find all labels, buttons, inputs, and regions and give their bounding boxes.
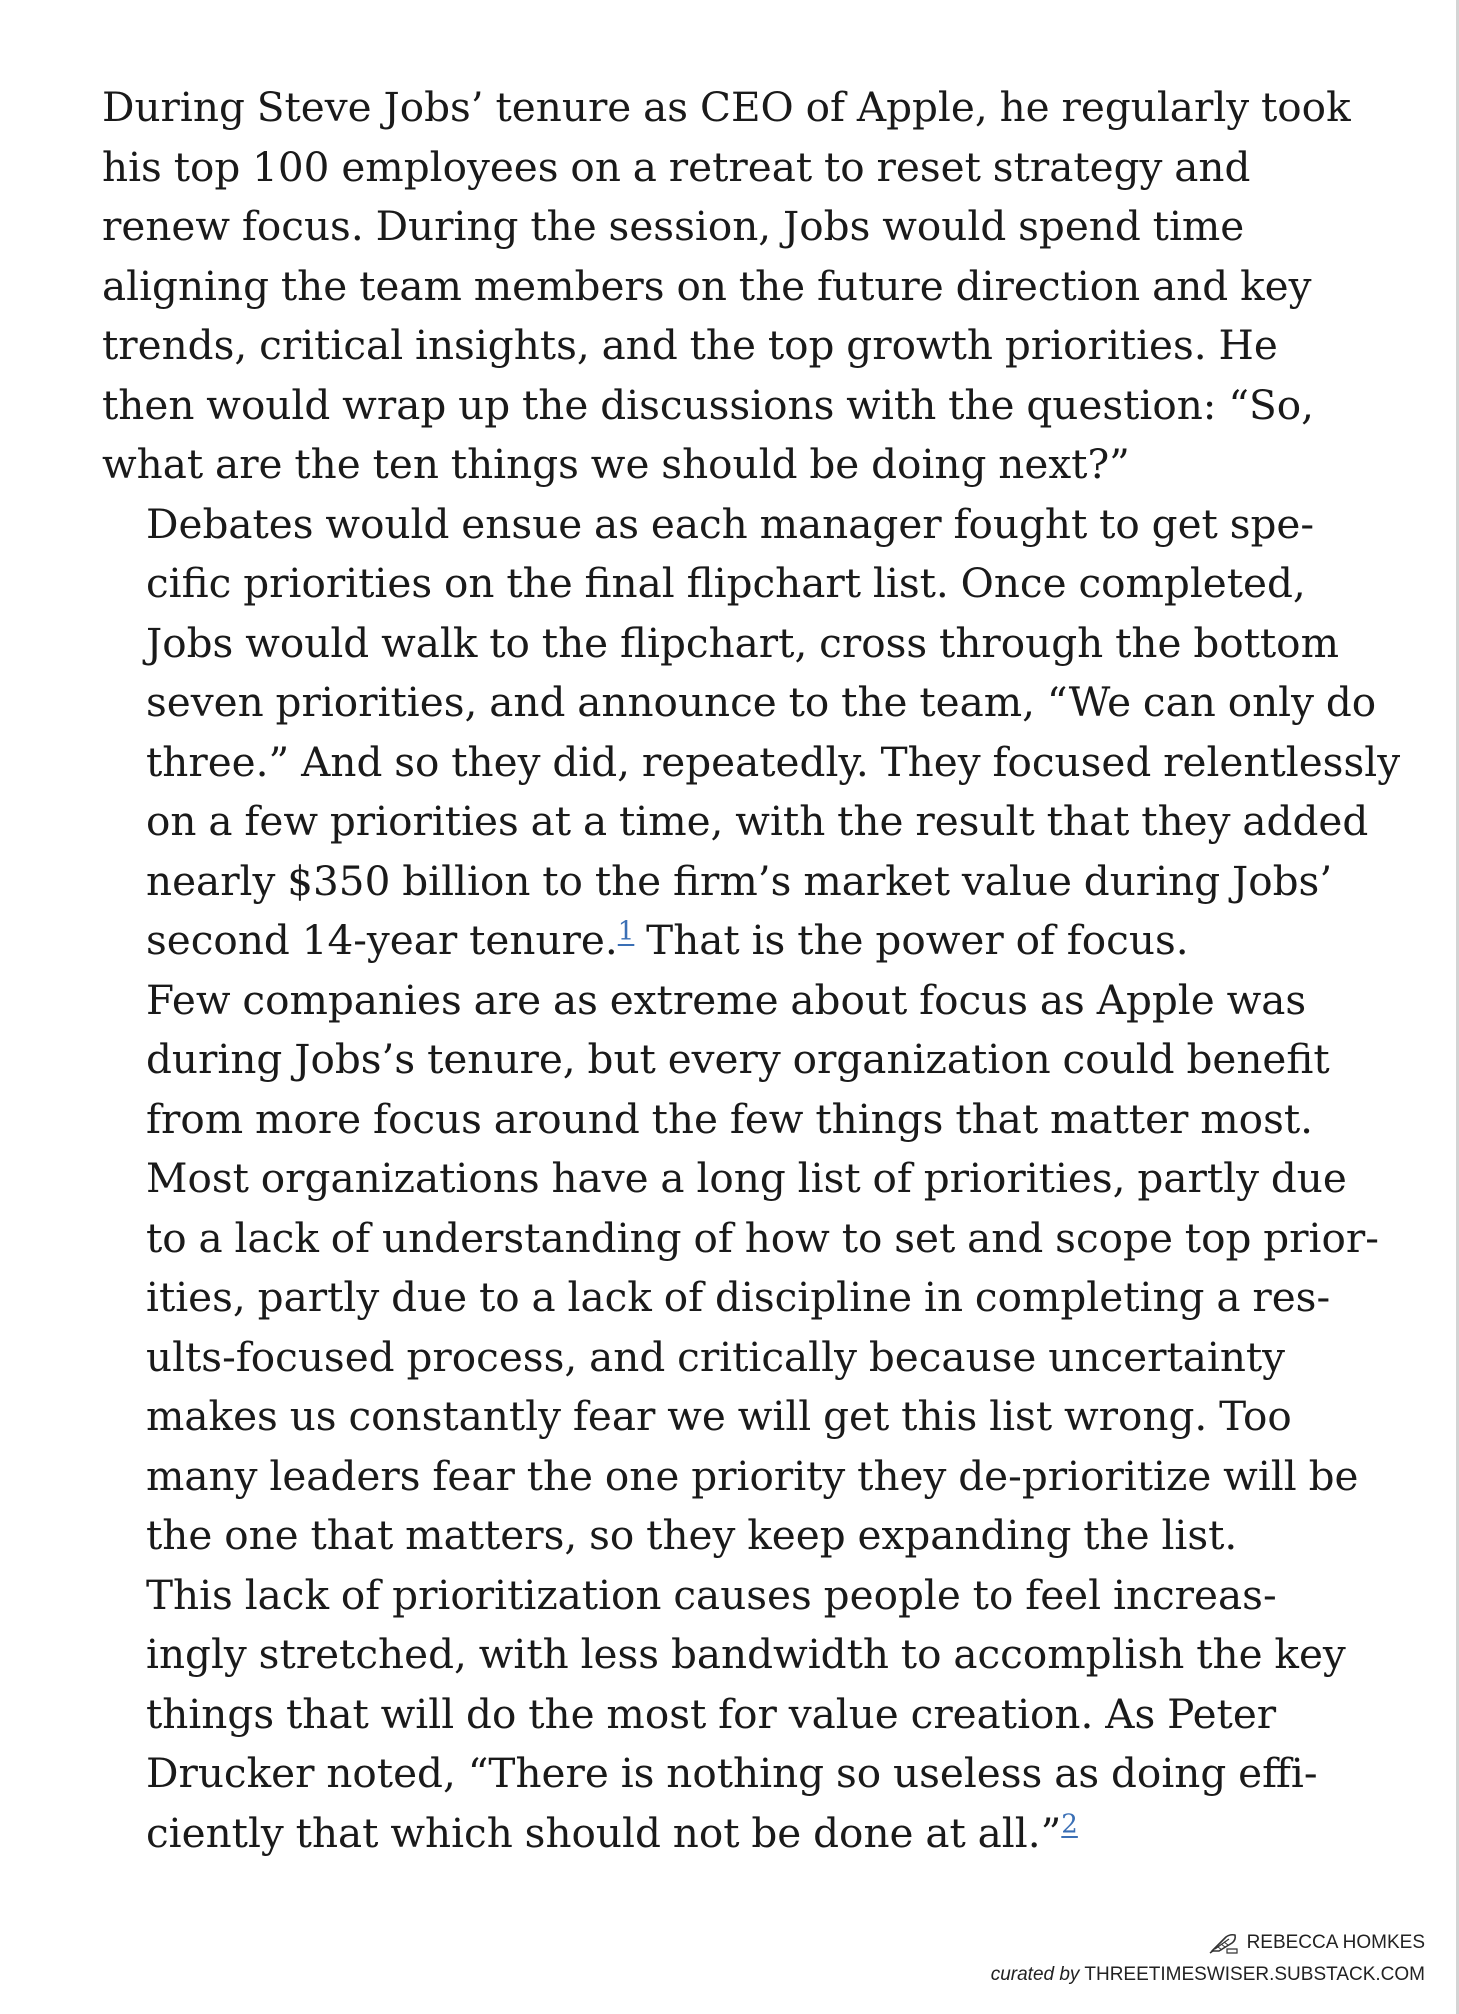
author-name: REBECCA HOMKES xyxy=(1246,1932,1425,1953)
text-line: Drucker noted, “There is nothing so useless as doing effi- xyxy=(146,1749,1318,1797)
text-line: makes us constantly fear we will get this list wrong. Too xyxy=(146,1392,1292,1440)
paragraph-4 xyxy=(102,1566,1372,1864)
text-line: ingly stretched, with less bandwidth to accomplish the key xyxy=(146,1630,1346,1678)
text-line: three.” And so they did, repeatedly. They focused relentlessly xyxy=(146,737,1401,786)
text-line: During Steve Jobs’ tenure as CEO of Apple, he regularly took xyxy=(102,83,1351,131)
text-line-with-footnote xyxy=(102,1804,1372,1864)
text-line: Few companies are as extreme about focus as Apple was xyxy=(146,975,1307,1024)
text-line: Most organizations have a long list of priorities, partly due xyxy=(146,1154,1347,1202)
book-page-text xyxy=(102,78,1401,1863)
text-line: his top 100 employees on a retreat to reset strategy and xyxy=(102,142,1251,191)
text-line: what are the ten things we should be doing next?” xyxy=(102,440,1130,488)
text-line: during Jobs’s tenure, but every organization could benefit xyxy=(146,1035,1330,1083)
paragraph-3 xyxy=(102,971,1379,1566)
text-line: cific priorities on the final flipchart list. Once completed, xyxy=(146,559,1306,607)
curated-by-label: curated by xyxy=(990,1964,1080,1985)
text-line: things that will do the most for value creation. As Peter xyxy=(146,1689,1277,1738)
text-line: the one that matters, so they keep expanding the list. xyxy=(146,1511,1238,1559)
curator-credit xyxy=(991,1964,1425,1992)
author-credit xyxy=(991,1928,1425,1958)
credits-block xyxy=(991,1928,1425,1992)
text-line: Debates would ensue as each manager fought to get spe- xyxy=(146,499,1315,548)
text-line: This lack of prioritization causes people to feel increas- xyxy=(146,1570,1277,1619)
text-line: then would wrap up the discussions with the question: “So, xyxy=(102,380,1315,429)
text-line: renew focus. During the session, Jobs would spend time xyxy=(102,202,1245,250)
text-line: aligning the team members on the future direction and key xyxy=(102,261,1312,310)
paragraph-2 xyxy=(102,495,1401,971)
text-line: nearly $350 billion to the firm’s market value during Jobs’ xyxy=(146,856,1333,905)
text-line: to a lack of understanding of how to set and scope top prior- xyxy=(146,1213,1379,1262)
footnote-link-2[interactable]: 2 xyxy=(1061,1809,1078,1839)
text-line: from more focus around the few things that matter most. xyxy=(146,1094,1314,1143)
text-line: Jobs would walk to the flipchart, cross through the bottom xyxy=(146,618,1339,667)
text-line: seven priorities, and announce to the team, “We can only do xyxy=(146,678,1377,726)
quill-pen-icon xyxy=(1209,1932,1239,1954)
text-line: ities, partly due to a lack of discipline in completing a res- xyxy=(146,1273,1331,1321)
text-line: ults-focused process, and critically because uncertainty xyxy=(146,1332,1286,1381)
footnote-line-text-before: ciently that which should not be done at all.” xyxy=(146,1808,1062,1857)
text-line: many leaders fear the one priority they de-prioritize will be xyxy=(146,1451,1359,1500)
text-line: on a few priorities at a time, with the result that they added xyxy=(146,797,1369,845)
footnote-link-1[interactable]: 1 xyxy=(617,916,635,947)
text-line: trends, critical insights, and the top growth priorities. He xyxy=(102,321,1278,369)
text-line-with-footnote xyxy=(102,911,1372,971)
footnote-line-text-before: second 14-year tenure. xyxy=(146,916,618,964)
paragraph-1 xyxy=(102,78,1372,495)
curator-site[interactable]: THREETIMESWISER.SUBSTACK.COM xyxy=(1084,1964,1425,1985)
footnote-line-text-after: That is the power of focus. xyxy=(634,916,1189,964)
